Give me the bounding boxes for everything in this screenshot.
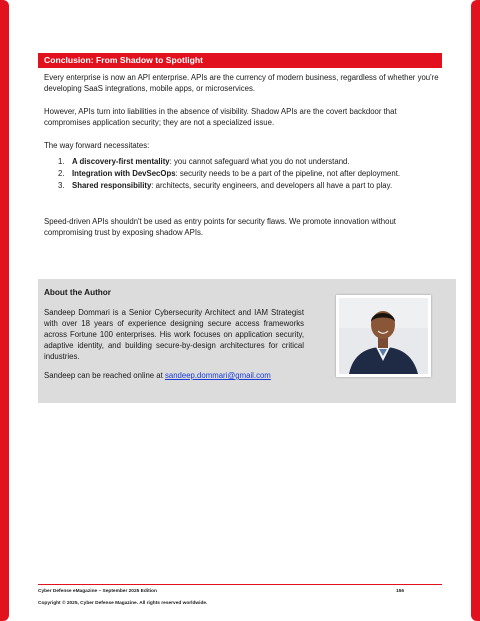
author-email-link[interactable]: sandeep.dommari@gmail.com [164,371,271,380]
list-number: 2. [58,169,65,178]
author-photo [336,295,431,377]
author-heading: About the Author [44,288,111,297]
contact-prefix: Sandeep can be reached online at [44,371,165,380]
paragraph-2: However, APIs turn into liabilities in the absence of visibility. Shadow APIs are the covert backdoor that compromises application security; they are not a specialized issue. [44,107,397,127]
list-item-text: : architects, security engineers, and developers all have a part to play. [151,181,393,190]
list-item [58,168,444,180]
author-contact [44,371,271,380]
list-number: 1. [58,157,65,166]
footer-copyright: Copyright © 2025, Cyber Defense Magazine. All rights reserved worldwide. [38,601,208,606]
list-item-bold: Shared responsibility [72,181,152,190]
paragraph-3: The way forward necessitates: [44,141,150,150]
footer-divider [38,584,442,585]
page-number: 156 [396,589,405,594]
list-item [58,180,444,192]
list-item [58,156,444,168]
recommendations-list [58,156,444,192]
right-red-edge [471,0,480,621]
list-item-bold: A discovery-first mentality [72,157,170,166]
section-heading: Conclusion: From Shadow to Spotlight [38,53,442,68]
author-bio: Sandeep Dommari is a Senior Cybersecurity Architect and IAM Strategist with over 18 years of experience designing secure access frameworks across Fortune 100 enterprises. His work focuses on application security, adaptive identity, and building secure-by-design architectures for critical industries. [44,308,304,361]
about-author-box [38,279,456,403]
footer-edition: Cyber Defense eMagazine – September 2025 Edition [38,589,157,594]
list-item-text: : security needs to be a part of the pipeline, not after deployment. [175,169,401,178]
list-item-text: : you cannot safeguard what you do not understand. [169,157,350,166]
left-red-edge [0,0,9,621]
paragraph-1: Every enterprise is now an API enterprise. APIs are the currency of modern business, regardless of whether you're developing SaaS integrations, mobile apps, or microservices. [44,73,439,93]
paragraph-4: Speed-driven APIs shouldn't be used as entry points for security flaws. We promote innovation without compromising trust by exposing shadow APIs. [44,217,396,237]
list-number: 3. [58,181,65,190]
author-portrait-icon [339,298,428,374]
list-item-bold: Integration with DevSecOps [72,169,176,178]
